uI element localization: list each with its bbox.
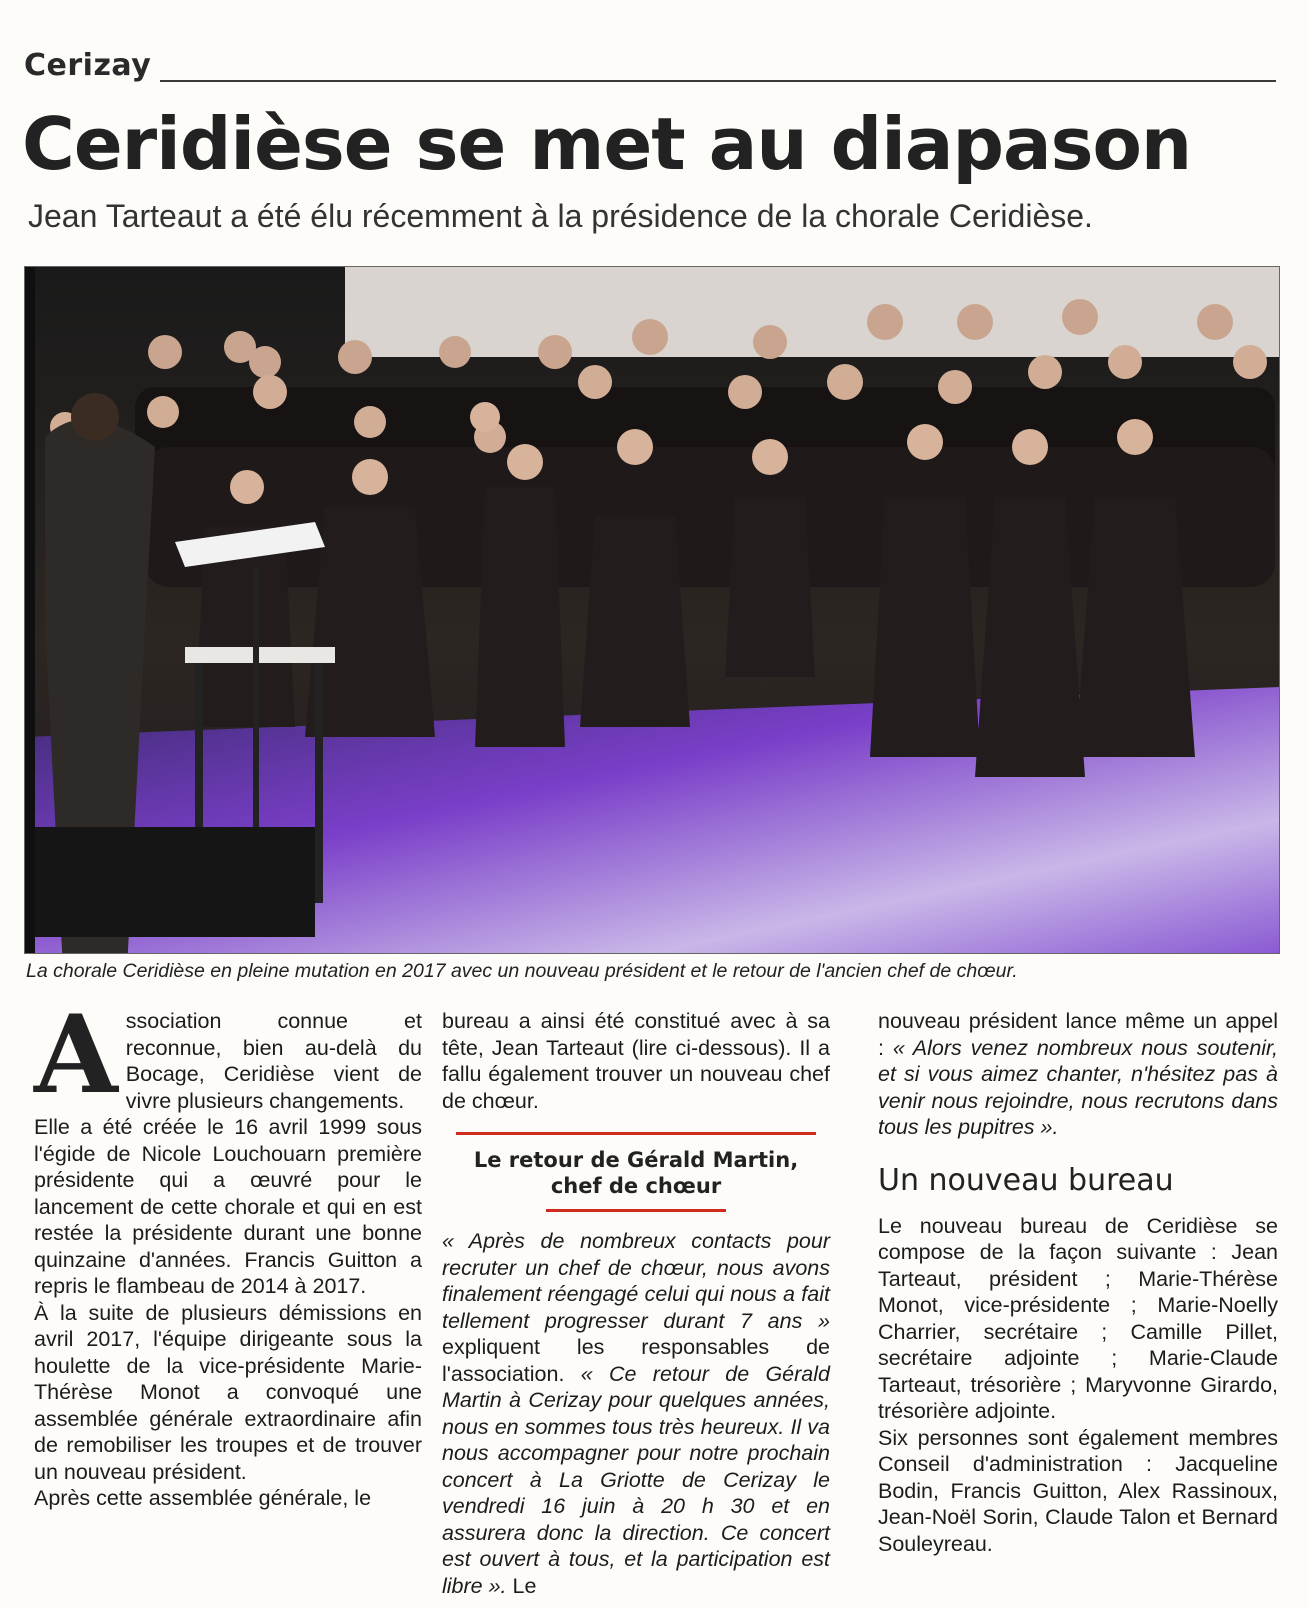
appeal-text: nouveau président lance même un appel : (878, 1009, 1278, 1060)
paragraph-conductor (442, 1228, 830, 1599)
paragraph-intro-text: ssociation connue et reconnue, bien au-delà du Bocage, Ceridièse vient de vivre plusieurs changements. (125, 1009, 422, 1113)
choir-photo-illustration (25, 267, 1279, 953)
article-subhead: Jean Tarteaut a été élu récemment à la présidence de la chorale Ceridièse. (28, 198, 1093, 234)
kicker-rule (160, 80, 1276, 82)
quote-1-attribution: expliquent les responsables de l'association. (442, 1335, 830, 1386)
article-column-3 (878, 1008, 1278, 1557)
paragraph-new-board: Le nouveau bureau de Ceridièse se compose de la façon suivante : Jean Tarteaut, président ; Marie-Thérèse Monot, vice-présidente ; Marie-Noelly Charrier, secrétaire ; Camille Pillet, secrétaire adjointe ; Marie-Claude Tarteaut, trésorière ; Maryvonne Girardo, trésorière adjointe. (878, 1213, 1278, 1423)
intertitle (456, 1132, 816, 1212)
paragraph-assembly-end: bureau a ainsi été constitué avec à sa tête, Jean Tarteaut (lire ci-dessous). Il a fallu également trouver un nouveau chef de chœur. (442, 1009, 830, 1113)
paragraph-intro (34, 992, 422, 1118)
subsection-heading: Un nouveau bureau (878, 1162, 1174, 1198)
quote-2: « Ce retour de Gérald Martin à Cerizay pour quelques années, nous en sommes tous très heureux. Il va nous accompagner pour notre prochain concert à La Griotte de Cerizay le vendredi 16 juin à 20 h 30 et en assurera donc la direction. Ce concert est ouvert à tous, et la participation est libre ». (442, 1361, 830, 1598)
choir-photo (24, 266, 1280, 954)
intertitle-line-2: chef de chœur (550, 1174, 722, 1198)
article-column-2 (442, 1008, 830, 1599)
photo-caption: La chorale Ceridièse en pleine mutation en 2017 avec un nouveau président et le retour de l'ancien chef de chœur. (26, 960, 1018, 982)
article-headline: Ceridièse se met au diapason (22, 102, 1192, 186)
intertitle-line-1: Le retour de Gérald Martin, (473, 1148, 799, 1172)
intertitle-bottom-rule (546, 1209, 726, 1212)
section-kicker: Cerizay (24, 48, 152, 83)
quote-2-tail: Le (506, 1573, 537, 1598)
paragraph-assembly-start: Après cette assemblée générale, le (34, 1486, 372, 1510)
quote-3: « Alors venez nombreux nous soutenir, et si vous aimez chanter, n'hésitez pas à venir nous rejoindre, nous recrutons dans tous les pupitres ». (878, 1035, 1278, 1139)
paragraph-resignations: À la suite de plusieurs démissions en avril 2017, l'équipe dirigeante sous la houlette de la vice-présidente Marie-Thérèse Monot a convoqué une assemblée générale extraordinaire afin de remobiliser les troupes et de trouver un nouveau président. (34, 1300, 422, 1484)
paragraph-appeal (878, 1008, 1278, 1141)
article-column-1 (34, 992, 422, 1512)
drop-cap: A (34, 992, 118, 1118)
paragraph-board-members: Six personnes sont également membres Conseil d'administration : Jacqueline Bodin, Francis Guitton, Alex Rassinoux, Jean-Noël Sorin, Claude Talon et Bernard Souleyreau. (878, 1425, 1278, 1556)
quote-1: « Après de nombreux contacts pour recruter un chef de chœur, nous avons finalement réengagé celui qui nous a fait tellement progresser durant 7 ans » (442, 1229, 830, 1333)
paragraph-history: Elle a été créée le 16 avril 1999 sous l'égide de Nicole Louchouarn première présidente qui a œuvré pour le lancement de cette chorale et qui en est restée la présidente durant une bonne quinzaine d'années. Francis Guitton a repris le flambeau de 2014 à 2017. (34, 1115, 422, 1298)
intertitle-text (456, 1135, 816, 1209)
